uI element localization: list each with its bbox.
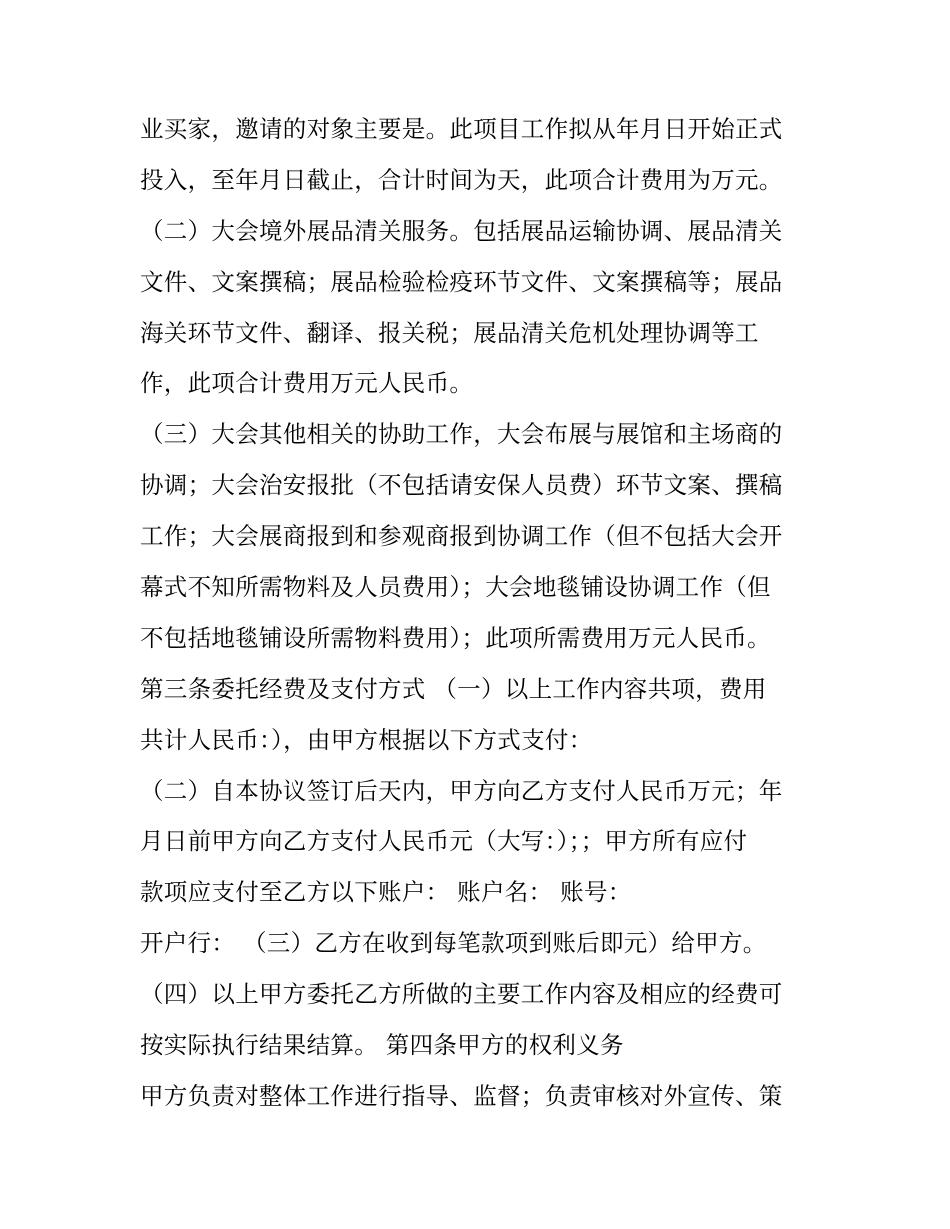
text-line: 款项应支付至乙方以下账户： 账户名： 账号： <box>140 878 632 907</box>
document-body <box>140 104 840 1122</box>
text-line: 工作；大会展商报到和参观商报到协调工作（但不包括大会开 <box>140 522 783 551</box>
text-line: 海关环节文件、翻译、报关税；展品清关危机处理协调等工 <box>140 318 759 347</box>
text-line: 开户行： （三）乙方在收到每笔款项到账后即元）给甲方。 <box>140 929 767 958</box>
text-line: 幕式不知所需物料及人员费用）；大会地毯铺设协调工作（但 <box>140 573 771 602</box>
text-line: 共计人民币：），由甲方根据以下方式支付： <box>140 725 593 754</box>
text-line: 按实际执行结果结算。 第四条甲方的权利义务 <box>140 1031 624 1060</box>
text-line: （二）自本协议签订后天内，甲方向乙方支付人民币万元；年 <box>140 776 783 805</box>
text-line: （三）大会其他相关的协助工作，大会布展与展馆和主场商的 <box>140 420 783 449</box>
text-line: 协调；大会治安报批（不包括请安保人员费）环节文案、撰稿 <box>140 471 783 500</box>
text-line: 投入，至年月日截止，合计时间为天，此项合计费用为万元。 <box>140 165 783 194</box>
text-line: 业买家，邀请的对象主要是。此项目工作拟从年月日开始正式 <box>140 115 783 143</box>
text-line: 第三条委托经费及支付方式 （一）以上工作内容共项，费用 <box>140 674 767 703</box>
text-line: 文件、文案撰稿；展品检验检疫环节文件、文案撰稿等；展品 <box>140 267 783 296</box>
text-line: （四）以上甲方委托乙方所做的主要工作内容及相应的经费可 <box>140 980 783 1009</box>
text-line: 月日前甲方向乙方支付人民币元（大写：）；；甲方所有应付 <box>140 827 748 856</box>
text-line: 作，此项合计费用万元人民币。 <box>140 369 474 398</box>
text-line: （二）大会境外展品清关服务。包括展品运输协调、展品清关 <box>140 216 783 245</box>
text-line: 不包括地毯铺设所需物料费用）；此项所需费用万元人民币。 <box>140 623 771 652</box>
text-line: 甲方负责对整体工作进行指导、监督；负责审核对外宣传、策 <box>140 1081 783 1110</box>
